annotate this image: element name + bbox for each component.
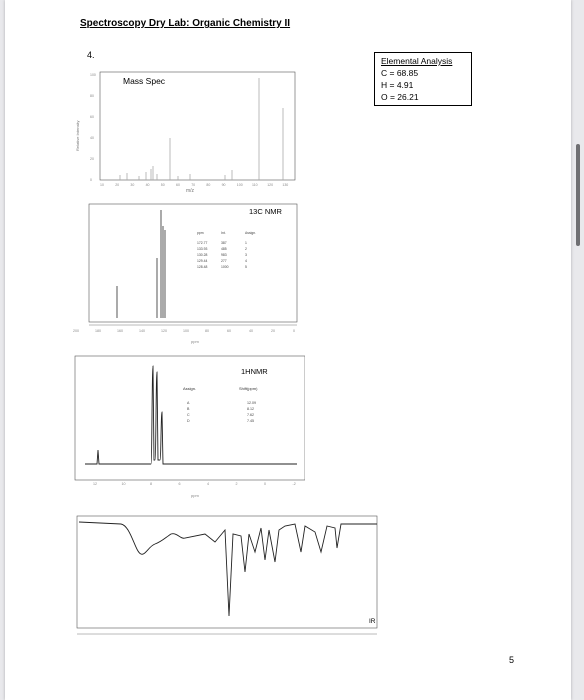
hnmr-col-shift: Shift(ppm) — [239, 386, 258, 391]
ms-x-tick: 60 — [176, 183, 180, 187]
cnmr-x-tick: 0 — [293, 329, 295, 333]
cnmr-table-cell: 1000 — [221, 265, 229, 269]
hnmr-x-tick: 0 — [264, 482, 266, 486]
hnmr-col-assign: Assign. — [183, 386, 197, 391]
hnmr-assign-cell: B — [187, 407, 190, 411]
problem-number: 4. — [87, 50, 95, 60]
ms-y-tick: 0 — [90, 178, 92, 182]
ms-x-tick: 40 — [145, 183, 150, 187]
hnmr-shift-cell: 12.09 — [247, 401, 256, 405]
hnmr-x-tick: 6 — [178, 482, 181, 486]
hnmr-x-tick: 12 — [93, 482, 97, 486]
cnmr-x-tick: 180 — [95, 329, 101, 333]
scrollbar-thumb[interactable] — [576, 144, 580, 246]
ms-xlabel: m/z — [186, 188, 195, 194]
cnmr-table-header: ppm — [197, 231, 204, 235]
ir-label: IR — [369, 618, 376, 625]
hnmr-shift-cell: 7.62 — [247, 413, 254, 417]
hnmr-x-tick: 4 — [207, 482, 209, 486]
ms-ylabel: Relative Intensity — [75, 120, 80, 151]
cnmr-table-cell: 2 — [245, 247, 247, 251]
ms-x-tick: 120 — [267, 183, 274, 187]
hnmr-x-tick: 2 — [235, 482, 238, 486]
cnmr-xlabel: ppm — [191, 339, 199, 344]
ms-x-tick: 80 — [206, 183, 211, 187]
ms-label: Mass Spec — [123, 76, 166, 86]
cnmr-table-cell: 128.48 — [197, 265, 208, 269]
hnmr-xlabel: ppm — [191, 493, 199, 498]
ir-chart — [65, 512, 385, 642]
cnmr-table-cell: 172.77 — [197, 241, 208, 245]
cnmr-table-cell: 5 — [245, 265, 247, 269]
elemental-analysis-box — [374, 52, 472, 106]
hnmr-chart — [65, 352, 305, 502]
hnmr-x-tick: 10 — [121, 482, 126, 486]
cnmr-x-tick: 140 — [139, 329, 145, 333]
ea-oxygen: O = 26.21 — [381, 92, 419, 102]
cnmr-label: 13C NMR — [249, 207, 282, 216]
hnmr-assign-cell: C — [187, 413, 190, 417]
hnmr-assign-cell: A — [187, 401, 190, 405]
ms-x-tick: 130 — [282, 183, 289, 187]
cnmr-chart — [65, 200, 305, 350]
cnmr-table-cell: 387 — [221, 241, 227, 245]
ms-x-tick: 90 — [221, 183, 226, 187]
cnmr-table-header: Assign. — [245, 231, 257, 235]
ms-y-tick: 80 — [90, 94, 94, 98]
cnmr-x-tick: 20 — [271, 329, 275, 333]
ms-x-tick: 70 — [191, 183, 196, 187]
ms-x-tick: 20 — [115, 183, 120, 187]
ea-carbon: C = 68.85 — [381, 68, 419, 78]
ms-y-tick: 60 — [90, 115, 94, 119]
ea-hydrogen: H = 4.91 — [381, 80, 414, 90]
cnmr-table-cell: 129.44 — [197, 259, 208, 263]
cnmr-x-tick: 120 — [161, 329, 167, 333]
cnmr-table-header: Int. — [221, 231, 226, 235]
cnmr-table-cell: 133.93 — [197, 247, 208, 251]
hnmr-label: 1HNMR — [241, 367, 268, 376]
cnmr-table-cell: 277 — [221, 259, 227, 263]
ms-x-tick: 100 — [236, 183, 243, 187]
document-page — [5, 0, 571, 700]
cnmr-table-cell: 130.28 — [197, 253, 208, 257]
ms-x-tick: 110 — [252, 183, 258, 187]
cnmr-table-cell: 4 — [245, 259, 247, 263]
ms-x-tick: 10 — [100, 183, 104, 187]
cnmr-table-cell: 485 — [221, 247, 227, 251]
hnmr-x-tick: 8 — [150, 482, 152, 486]
ms-y-tick: 20 — [90, 157, 94, 161]
ms-x-tick: 50 — [160, 183, 165, 187]
cnmr-x-tick: 160 — [117, 329, 123, 333]
cnmr-table-cell: 1 — [245, 241, 247, 245]
ms-y-tick: 40 — [90, 136, 94, 140]
mass-spec-chart — [65, 66, 305, 196]
cnmr-x-tick: 100 — [183, 329, 189, 333]
hnmr-shift-cell: 7.45 — [247, 419, 254, 423]
page-number: 5 — [509, 655, 515, 665]
hnmr-assign-cell: D — [187, 419, 190, 423]
ms-x-tick: 30 — [130, 183, 135, 187]
hnmr-shift-cell: 8.12 — [247, 407, 254, 411]
cnmr-x-tick: 40 — [249, 329, 253, 333]
cnmr-table-cell: 983 — [221, 253, 227, 257]
cnmr-x-tick: 80 — [205, 329, 209, 333]
page-title: Spectroscopy Dry Lab: Organic Chemistry II — [80, 18, 291, 29]
cnmr-table-cell: 3 — [245, 253, 247, 257]
hnmr-x-tick: -2 — [292, 482, 296, 486]
elemental-analysis-heading: Elemental Analysis — [381, 56, 453, 66]
cnmr-x-tick: 200 — [73, 329, 79, 333]
ms-y-tick: 100 — [90, 73, 96, 77]
cnmr-x-tick: 60 — [227, 329, 231, 333]
